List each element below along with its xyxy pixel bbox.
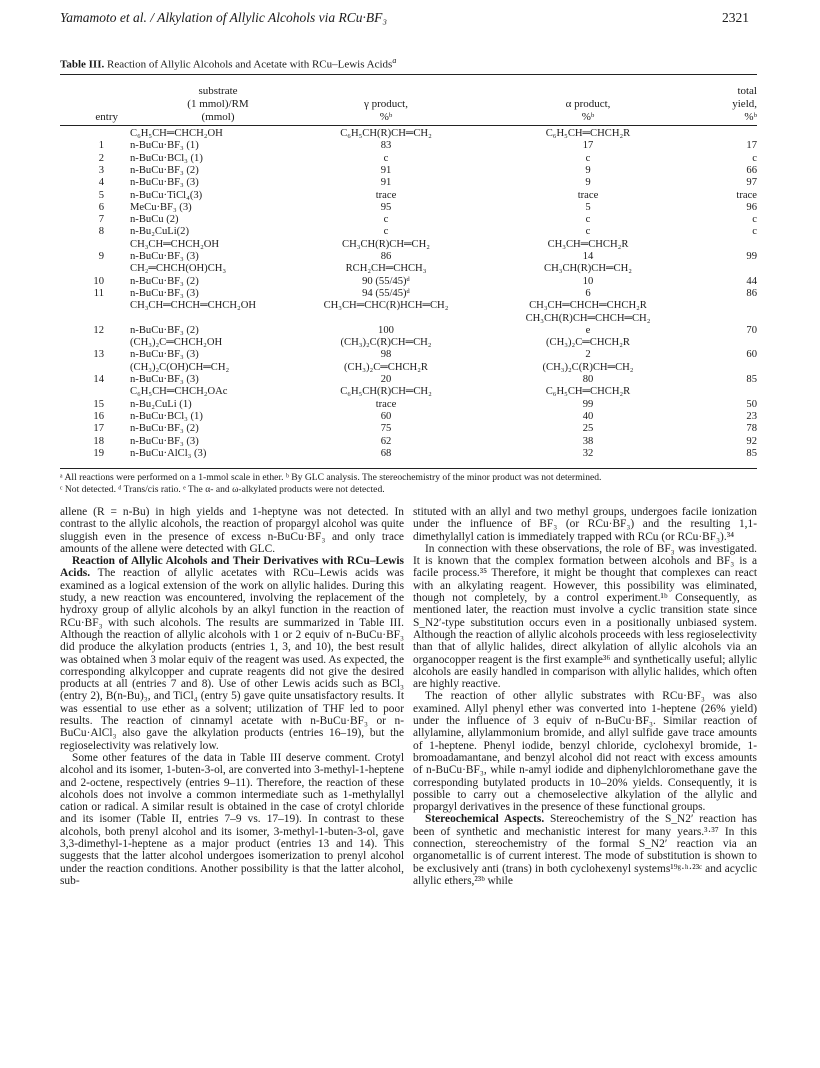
paragraph: Reaction of Allylic Alcohols and Their Derivatives with RCu–Lewis Acids. The reaction of allylic acetates with RCu–Lewis acids was examined as a logical extension of the work on allylic halides. During this study, a new reaction was encountered, involving the replacement of the hydroxy group of allylic alcohols by an alkyl function in the reaction of RCu·BF₃ with such alcohols. The results are summarized in Table III. Although the reaction of allylic alcohols with 1 or 2 equiv of n-BuCu·BF₃ did produce the alkylation products (entries 1, 3, and 10), the best result was obtained when 3 molar equiv of the reagent was used. As expected, the corresponding alkylcopper and cuprate reagents did not give the desired products at all (entries 7 and 8). Use of other Lewis acids such as BCl₃ (entry 2), B(n-Bu)₃, and TiCl₄ (entry 5) gave quite unsatisfactory results. It was essential to use ether as a solvent; utilization of THF led to poor results. The reaction of cinnamyl acetate with n-BuCu·BF₃ or n-BuCu·AlCl₃ also gave the alkylation products (entries 16–19), but the regioselectivity was relatively low. <box>60 555 404 752</box>
cell-entry: 4 <box>98 177 104 189</box>
cell-alpha: (CH₃)₂C═CHCH₂R <box>546 337 630 349</box>
cell-total: 66 <box>746 164 757 176</box>
cell-alpha: CH₃CH═CHCH═CHCH₂R <box>529 300 647 312</box>
table-row <box>60 227 757 237</box>
cell-gamma: trace <box>375 398 397 410</box>
cell-alpha: e <box>585 324 591 336</box>
cell-entry: 11 <box>93 287 104 299</box>
cell-gamma: 68 <box>380 447 392 459</box>
cell-total: 23 <box>746 410 757 422</box>
cell-substrate: MeCu·BF₃ (3) <box>130 201 192 213</box>
cell-gamma: 100 <box>378 324 394 336</box>
cell-gamma: 98 <box>380 349 392 361</box>
table-row <box>60 424 757 434</box>
table-row <box>60 338 757 348</box>
table-row <box>60 375 757 385</box>
cell-substrate: CH₂═CHCH(OH)CH₃ <box>130 263 227 275</box>
cell-substrate: CH₃CH═CHCH═CHCH₂OH <box>130 300 256 312</box>
cell-entry: 14 <box>93 374 104 385</box>
table-top-rule <box>60 74 757 75</box>
cell-substrate: (CH₃)₂C═CHCH₂OH <box>130 337 223 349</box>
cell-gamma: trace <box>375 189 397 201</box>
cell-entry: 15 <box>93 398 104 410</box>
cell-gamma: 75 <box>380 423 392 435</box>
table-row <box>60 154 757 164</box>
cell-gamma: 94 (55/45)ᵈ <box>362 287 410 299</box>
cell-gamma: 91 <box>380 164 392 176</box>
cell-substrate: n-BuCu·BF₃ (2) <box>130 275 199 287</box>
cell-substrate: n-BuCu·BF₃ (2) <box>130 164 199 176</box>
section-heading: Stereochemical Aspects. <box>425 813 545 826</box>
column-header-entry: entry <box>95 111 118 123</box>
cell-alpha: trace <box>577 189 599 201</box>
cell-alpha: 38 <box>582 435 594 447</box>
cell-substrate: n-BuCu·BF₃ (3) <box>130 374 199 385</box>
cell-substrate: n-Bu₂CuLi(2) <box>130 226 190 238</box>
cell-total: 17 <box>746 140 757 152</box>
table-row <box>60 264 757 274</box>
cell-total: 92 <box>746 435 757 447</box>
table-footnote: ᶜ Not detected. ᵈ Trans/cis ratio. ᵉ The α- and ω-alkylated products were not detected. <box>60 484 385 495</box>
column-header-substrate-1: substrate <box>198 85 238 97</box>
cell-entry: 12 <box>93 324 104 336</box>
cell-substrate: n-BuCu·BF₃ (2) <box>130 423 199 435</box>
table-row <box>60 166 757 176</box>
cell-gamma: (CH₃)₂C(R)CH═CH₂ <box>340 337 432 349</box>
cell-substrate: n-BuCu·BF₃ (3) <box>130 435 199 447</box>
column-header-gamma-2: %ᵇ <box>379 111 393 123</box>
table-row <box>60 191 757 201</box>
cell-total: 70 <box>746 324 757 336</box>
cell-total: 60 <box>746 349 757 361</box>
table-row <box>60 178 757 188</box>
column-header-alpha-1: α product, <box>565 98 611 110</box>
table-row <box>60 215 757 225</box>
cell-gamma: 86 <box>380 251 392 262</box>
cell-entry: 10 <box>93 275 104 287</box>
column-header-total-2: yield, <box>732 98 757 110</box>
cell-alpha: 9 <box>585 177 591 189</box>
cell-entry: 7 <box>98 214 104 226</box>
cell-entry: 5 <box>98 189 104 201</box>
cell-alpha: CH₃CH═CHCH₂R <box>547 238 629 250</box>
table-row <box>60 437 757 447</box>
cell-alpha: 14 <box>582 251 594 262</box>
table-bottom-rule <box>60 468 757 469</box>
cell-substrate: n-BuCu·BF₃ (3) <box>130 251 199 262</box>
cell-alpha: 99 <box>582 398 594 410</box>
cell-substrate: n-BuCu·BF₃ (3) <box>130 177 199 189</box>
column-header-total-3: %ᵇ <box>744 111 757 123</box>
cell-gamma: 91 <box>380 177 392 189</box>
cell-alpha: CH₃CH(R)CH═CH₂ <box>544 263 632 275</box>
cell-gamma: 83 <box>380 140 392 152</box>
cell-total: 86 <box>746 287 757 299</box>
table-row <box>60 449 757 459</box>
cell-gamma: 95 <box>380 201 392 213</box>
table-row <box>60 326 757 336</box>
cell-substrate: n-BuCu·BF₃ (3) <box>130 349 199 361</box>
cell-entry: 1 <box>98 140 104 152</box>
paragraph: The reaction of other allylic substrates with RCu·BF₃ was also examined. Allyl phenyl ether was converted into 1-heptene (26% yield) under the influence of 3 equiv of n-BuCu·BF₃. Similar reaction of allylamine, allylammonium bromide, and allyl sulfide gave trace amounts of 1-heptene. Phenyl iodide, benzyl chloride, cyclohexyl bromide, 1-bromoadamantane, and benzyl alcohol did not react with excess amounts of n-BuCu·BF₃, while n-amyl iodide and diphenylchloromethane gave the corresponding butylated products in 10–20% yields. Consequently, it is possible to carry out a chemoselective alkylation of the allylic and propargyl derivatives in the presence of these functional groups. <box>413 690 757 814</box>
table-row <box>60 387 757 397</box>
body-right-column <box>413 506 757 887</box>
cell-gamma: C₆H₅CH(R)CH═CH₂ <box>340 128 432 139</box>
cell-substrate: C₆H₅CH═CHCH₂OAc <box>130 386 228 398</box>
cell-substrate: n-BuCu·BF₃ (2) <box>130 324 199 336</box>
cell-substrate: n-BuCu·BF₃ (1) <box>130 140 199 152</box>
cell-total: 99 <box>746 251 757 262</box>
cell-alpha: 32 <box>582 447 594 459</box>
paragraph: Stereochemical Aspects. Stereochemistry of the S_N2′ reaction has been of synthetic and mechanistic interest for many years.³·³⁷ In this connection, stereochemistry of the formal S_N2′ reaction via an organometallic is of current interest. The mode of substitution is shown to be exclusively anti (trans) in both cyclohexenyl systems¹⁹ᵍ·ʰ·²³ᶜ and acyclic allylic ethers,²³ᵇ while <box>413 813 757 887</box>
cell-gamma: C₆H₅CH(R)CH═CH₂ <box>340 386 432 398</box>
cell-substrate: (CH₃)₂C(OH)CH═CH₂ <box>130 361 230 373</box>
cell-total: 85 <box>746 374 757 385</box>
table-row <box>60 301 757 311</box>
cell-entry: 18 <box>93 435 104 447</box>
cell-total: trace <box>736 189 757 201</box>
cell-alpha: 10 <box>582 275 594 287</box>
table-row <box>60 240 757 250</box>
page-number: 2321 <box>722 10 749 25</box>
cell-total: 97 <box>746 177 757 189</box>
cell-alpha: 40 <box>582 410 594 422</box>
cell-alpha: (CH₃)₂C(R)CH═CH₂ <box>542 361 634 373</box>
cell-alpha: C₆H₅CH═CHCH₂R <box>545 128 631 139</box>
cell-total: 44 <box>746 275 757 287</box>
cell-entry: 17 <box>93 423 104 435</box>
cell-substrate: n-BuCu·TiCl₄(3) <box>130 189 203 201</box>
cell-gamma: 60 <box>380 410 392 422</box>
column-header-substrate-2: (1 mmol)/RM <box>187 98 249 110</box>
cell-substrate: C₆H₅CH═CHCH₂OH <box>130 128 223 139</box>
cell-total: c <box>752 152 757 164</box>
cell-entry: 9 <box>98 251 104 262</box>
paragraph: allene (R = n-Bu) in high yields and 1-heptyne was not detected. In contrast to the allylic alcohols, the reaction of propargyl alcohol was quite sluggish even in the presence of excess n-BuCu·BF₃ and only trace amounts of the allene were detected with GLC. <box>60 506 404 555</box>
cell-alpha: 9 <box>585 164 591 176</box>
table-row <box>60 141 757 151</box>
cell-total: 85 <box>746 447 757 459</box>
cell-gamma: c <box>383 226 389 238</box>
cell-entry: 3 <box>98 164 104 176</box>
cell-entry: 16 <box>93 410 104 422</box>
table-row <box>60 400 757 410</box>
cell-alpha: 17 <box>582 140 594 152</box>
cell-gamma: c <box>383 214 389 226</box>
cell-gamma: (CH₃)₂C═CHCH₂R <box>344 361 428 373</box>
table-label: Table III. <box>60 58 105 71</box>
cell-alpha: 25 <box>582 423 594 435</box>
cell-gamma: RCH₂CH═CHCH₃ <box>345 263 427 275</box>
paragraph: stituted with an allyl and two methyl groups, undergoes facile ionization under the influence of BF₃ (or RCu·BF₃) and the resulting 1,1-dimethylallyl cation is immediately trapped with RCu (or RCu·BF₃).³⁴ <box>413 506 757 543</box>
cell-total: c <box>752 226 757 238</box>
cell-alpha: CH₃CH(R)CH═CHCH═CH₂ <box>525 312 651 324</box>
table-row <box>60 350 757 360</box>
cell-alpha: C₆H₅CH═CHCH₂R <box>545 386 631 398</box>
cell-gamma: CH₃CH═CHC(R)HCH═CH₂ <box>323 300 449 312</box>
cell-entry: 2 <box>98 152 104 164</box>
table-caption-mark: a <box>392 56 397 65</box>
cell-substrate: n-BuCu·BF₃ (3) <box>130 287 199 299</box>
table-row <box>60 129 757 139</box>
cell-entry: 6 <box>98 201 104 213</box>
cell-entry: 8 <box>98 226 104 238</box>
body-left-column <box>60 506 404 887</box>
cell-alpha: 6 <box>585 287 591 299</box>
cell-substrate: n-BuCu·BCl₃ (1) <box>130 152 203 164</box>
cell-total: 78 <box>746 423 757 435</box>
table-footnote: ᵃ All reactions were performed on a 1-mmol scale in ether. ᵇ By GLC analysis. The stereochemistry of the minor product was not determined. <box>60 472 602 483</box>
paragraph: Some other features of the data in Table III deserve comment. Crotyl alcohol and its isomer, 1-buten-3-ol, are converted into 3-methyl-1-heptene and 2-octene, respectively (entries 9–11). Therefore, the reaction of these alcohols does not involve a common intermediate such as 1-methylallyl cation or radical. A similar result is obtained in the case of crotyl chloride and its isomer (Table II, entries 7–9 vs. 17–19). In contrast to these alcohols, both prenyl alcohol and its isomer, 3-methyl-1-buten-3-ol, gave 3,3-dimethyl-1-heptene as a major product (entries 13 and 14). This suggests that the latter alcohol undergoes isomerization to prenyl alcohol under the reaction conditions. Another possibility is that the latter alcohol, sub- <box>60 751 404 887</box>
cell-substrate: n-BuCu·BCl₃ (1) <box>130 410 203 422</box>
column-header-gamma-1: γ product, <box>364 98 408 110</box>
cell-total: 96 <box>746 201 757 213</box>
cell-alpha: 2 <box>585 349 591 361</box>
cell-alpha: 80 <box>582 374 594 385</box>
paragraph: In connection with these observations, the role of BF₃ was investigated. It is known that the complex formation between alcohols and BF₃ is a facile process.³⁵ Therefore, it might be thought that complexes can react with an alkylating reagent. However, this possibility was eliminated, though not completely, by a control experiment.¹ᵇ Consequently, as mentioned later, the reaction must involve a cyclic transition state since S_N2′-type substitution occurs even in a positionally unbiased system. Although the reaction of allylic alcohols proceeds with less regioselectivity than that of allylic halides, direct alkylation of allylic alcohols via an organocopper reagent is the first example³⁶ and synthetically useful; allylic alcohols are easily handled in comparison with allylic halides, which often are highly reactive. <box>413 542 757 691</box>
cell-gamma: CH₃CH(R)CH═CH₂ <box>342 238 430 250</box>
cell-total: c <box>752 214 757 226</box>
table-row <box>60 277 757 287</box>
table-row <box>60 314 757 324</box>
table-row <box>60 412 757 422</box>
column-header-substrate-3: (mmol) <box>201 111 235 123</box>
cell-entry: 19 <box>93 447 104 459</box>
cell-entry: 13 <box>93 349 104 361</box>
cell-alpha: c <box>585 152 591 164</box>
column-header-total-1: total <box>737 85 757 97</box>
cell-gamma: 20 <box>380 374 392 385</box>
cell-substrate: n-BuCu (2) <box>130 214 179 226</box>
table-row <box>60 203 757 213</box>
cell-gamma: 90 (55/45)ᵈ <box>362 275 410 287</box>
table-row <box>60 289 757 299</box>
column-header-alpha-2: %ᵇ <box>581 111 595 123</box>
table-header-rule <box>60 125 757 126</box>
cell-substrate: CH₃CH═CHCH₂OH <box>130 238 220 250</box>
section-heading: Reaction of Allylic Alcohols and Their Derivatives with RCu–Lewis Acids. <box>60 555 404 580</box>
cell-alpha: 5 <box>585 201 591 213</box>
cell-total: 50 <box>746 398 757 410</box>
cell-substrate: n-BuCu·AlCl₃ (3) <box>130 447 207 459</box>
cell-alpha: c <box>585 214 591 226</box>
cell-alpha: c <box>585 226 591 238</box>
table-row <box>60 252 757 262</box>
cell-gamma: c <box>383 152 389 164</box>
table-row <box>60 363 757 373</box>
table-caption <box>60 56 396 71</box>
cell-substrate: n-Bu₂CuLi (1) <box>130 398 192 410</box>
table-caption-text: Reaction of Allylic Alcohols and Acetate with RCu–Lewis Acids <box>106 58 393 71</box>
running-title: Yamamoto et al. / Alkylation of Allylic Alcohols via RCu·BF₃ <box>60 10 388 25</box>
cell-gamma: 62 <box>380 435 392 447</box>
